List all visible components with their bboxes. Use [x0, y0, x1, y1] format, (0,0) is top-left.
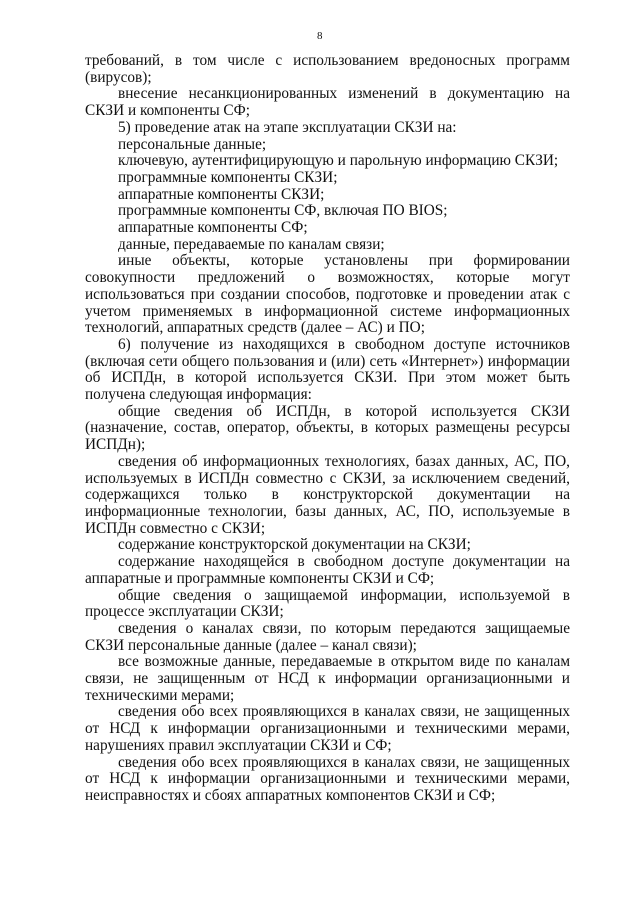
paragraph: программные компоненты СКЗИ; [118, 168, 338, 186]
paragraph: аппаратные компоненты СКЗИ; [118, 185, 325, 203]
paragraph: персональные данные; [118, 135, 267, 153]
page-number: 8 [317, 30, 323, 42]
paragraph: сведения о каналах связи, по которым передаются защищаемые СКЗИ персональные данные (далее – канал связи); [85, 619, 570, 654]
paragraph: внесение несанкционированных изменений в документацию на СКЗИ и компоненты СФ; [85, 85, 570, 120]
paragraph: сведения обо всех проявляющихся в каналах связи, не защищенных от НСД к информации организационными и техническими мерами, неисправностях и сбоях аппаратных компонентов СКЗИ и СФ; [85, 753, 570, 804]
paragraph: 5) проведение атак на этапе эксплуатации СКЗИ на: [118, 118, 457, 136]
paragraph: все возможные данные, передаваемые в открытом виде по каналам связи, не защищенным от НСД к информации организационными и техническими мерами; [85, 653, 570, 704]
paragraph: данные, передаваемые по каналам связи; [118, 235, 385, 253]
paragraph: содержание находящейся в свободном доступе документации на аппаратные и программные компоненты СКЗИ и СФ; [85, 553, 570, 587]
paragraph: сведения об информационных технологиях, базах данных, АС, ПО, используемых в ИСПДн совместно с СКЗИ, за исключением сведений, содержащихся только в конструкторской документации на информационные технологии, базы данных, АС, ПО, используемые в ИСПДн совместно с СКЗИ; [85, 452, 570, 537]
paragraph: программные компоненты СФ, включая ПО BIOS; [118, 202, 448, 220]
paragraph: ключевую, аутентифицирующую и парольную информацию СКЗИ; [118, 152, 559, 170]
paragraph: сведения обо всех проявляющихся в каналах связи, не защищенных от НСД к информации организационными и техническими мерами, нарушениях правил эксплуатации СКЗИ и СФ; [85, 703, 570, 754]
paragraph: иные объекты, которые установлены при формировании совокупности предложений о возможностях, которые могут использоваться при создании способов, подготовке и проведении атак с учетом применяемых в информационной системе информационных технологий, аппаратных средств (далее – АС) и ПО; [85, 252, 570, 337]
paragraph: требований, в том числе с использованием вредоносных программ (вирусов); [85, 52, 570, 86]
paragraph: общие сведения об ИСПДн, в которой используется СКЗИ (назначение, состав, оператор, объекты, в которых размещены ресурсы ИСПДн); [85, 402, 570, 454]
paragraph: аппаратные компоненты СФ; [118, 219, 308, 237]
paragraph: 6) получение из находящихся в свободном доступе источников (включая сети общего пользования и (или) сеть «Интернет») информации об ИСПДн, в которой используется СКЗИ. При этом может быть получена следующая информация: [85, 335, 570, 404]
body-text [85, 53, 570, 805]
paragraph: общие сведения о защищаемой информации, используемой в процессе эксплуатации СКЗИ; [85, 586, 570, 621]
paragraph: содержание конструкторской документации на СКЗИ; [118, 536, 471, 554]
